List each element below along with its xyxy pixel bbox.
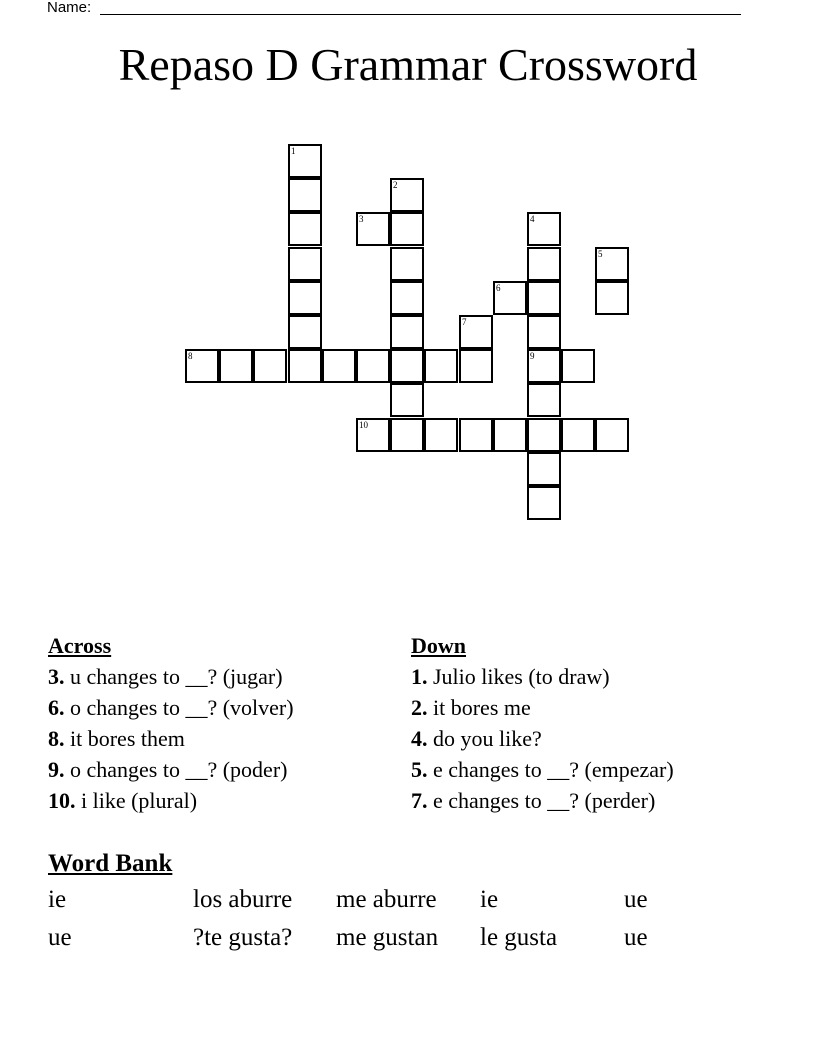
crossword-cell[interactable] [288,349,322,383]
crossword-cell[interactable] [390,178,424,212]
clue-number: 7 [462,317,467,327]
down-clue: 5. e changes to __? (empezar) [411,757,674,782]
crossword-cell[interactable] [595,247,629,281]
crossword-cell[interactable] [459,315,493,349]
crossword-cell[interactable] [288,281,322,315]
crossword-cell[interactable] [527,315,561,349]
clue-number: 10 [359,420,368,430]
crossword-cell[interactable] [288,212,322,246]
crossword-cell[interactable] [424,349,458,383]
down-heading: Down [411,633,467,658]
down-clue: 2. it bores me [411,695,531,720]
crossword-cell[interactable] [424,418,458,452]
across-clues [48,630,294,816]
across-clue: 10. i like (plural) [48,788,198,813]
crossword-cell[interactable] [561,418,595,452]
across-clue: 8. it bores them [48,726,185,751]
crossword-cell[interactable] [390,349,424,383]
crossword-cell[interactable] [459,418,493,452]
word-bank [48,848,648,956]
across-heading: Across [48,633,112,658]
clue-number: 3 [359,214,364,224]
crossword-cell[interactable] [527,247,561,281]
across-clue: 6. o changes to __? (volver) [48,695,294,720]
crossword-cell[interactable] [595,281,629,315]
crossword-cell[interactable] [356,349,390,383]
word-bank-item: le gusta [480,924,558,951]
word-bank-item: ie [48,886,67,913]
crossword-cell[interactable] [459,349,493,383]
crossword-cell[interactable] [527,418,561,452]
crossword-cell[interactable] [390,281,424,315]
crossword-cell[interactable] [219,349,253,383]
word-bank-item: me aburre [336,886,437,913]
word-bank-item: me gustan [336,924,439,951]
word-bank-item: ue [624,886,648,913]
clue-number: 8 [188,351,193,361]
clue-number: 4 [530,214,535,224]
down-clue: 4. do you like? [411,726,542,751]
crossword-cell[interactable] [356,418,390,452]
crossword-cell[interactable] [493,418,527,452]
down-clue: 1. Julio likes (to draw) [411,664,610,689]
across-clue: 9. o changes to __? (poder) [48,757,288,782]
crossword-cell[interactable] [390,418,424,452]
word-bank-item: ?te gusta? [193,924,293,951]
across-clue: 3. u changes to __? (jugar) [48,664,283,689]
down-clues [411,630,674,816]
down-clue: 7. e changes to __? (perder) [411,788,656,813]
crossword-cell[interactable] [288,247,322,281]
crossword-cell[interactable] [390,212,424,246]
word-bank-row [48,918,648,956]
crossword-cell[interactable] [288,315,322,349]
clue-number: 9 [530,351,535,361]
word-bank-item: ue [624,924,648,951]
crossword-cell[interactable] [185,349,219,383]
crossword-cell[interactable] [390,383,424,417]
crossword-cell[interactable] [527,212,561,246]
word-bank-item: ie [480,886,499,913]
word-bank-heading: Word Bank [48,850,173,877]
crossword-cell[interactable] [527,281,561,315]
word-bank-item: ue [48,924,72,951]
crossword-cell[interactable] [322,349,356,383]
crossword-cell[interactable] [561,349,595,383]
crossword-cell[interactable] [288,178,322,212]
crossword-cell[interactable] [527,486,561,520]
clue-number: 2 [393,180,398,190]
crossword-cell[interactable] [527,383,561,417]
name-label: Name: [47,0,92,16]
page-title: Repaso D Grammar Crossword [118,39,698,90]
crossword-cell[interactable] [595,418,629,452]
clue-number: 6 [496,283,501,293]
crossword-cell[interactable] [493,281,527,315]
crossword-cell[interactable] [390,315,424,349]
crossword-cell[interactable] [527,349,561,383]
crossword-cell[interactable] [390,247,424,281]
word-bank-item: los aburre [193,886,293,913]
crossword-cell[interactable] [356,212,390,246]
crossword-cell[interactable] [527,452,561,486]
clue-number: 5 [598,249,603,259]
crossword-cell[interactable] [288,144,322,178]
clue-number: 1 [291,146,296,156]
word-bank-row [48,880,648,918]
crossword-cell[interactable] [253,349,287,383]
